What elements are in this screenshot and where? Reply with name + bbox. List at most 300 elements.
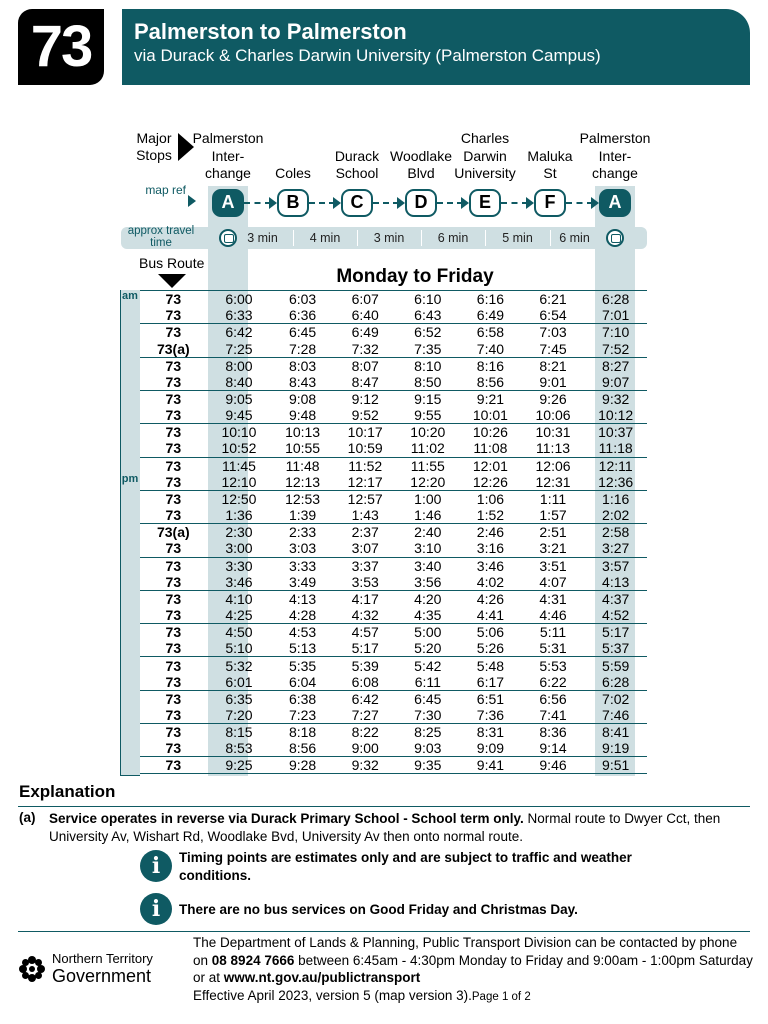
time-cell: 5:59 [584,657,647,674]
time-cell: 8:21 [522,357,585,374]
time-cell: 8:53 [225,740,253,757]
time-cell: 5:10 [225,640,253,657]
stop-name-line: Inter- [211,147,245,164]
time-cell: 10:31 [522,424,585,441]
time-cell: 10:59 [347,440,383,457]
map-ref-arrow-icon [591,197,599,209]
time-cell: 4:28 [288,607,317,624]
time-cell: 8:47 [351,373,379,390]
time-cell: 2:58 [584,524,647,541]
map-ref-label: map ref [145,183,186,197]
stop-name-line: University [454,165,516,181]
time-cell: 7:20 [225,706,253,723]
route-cell: 73 [140,457,207,474]
time-cell: 6:10 [397,291,460,308]
time-cell: 8:27 [584,357,647,374]
timetable-row [140,740,647,757]
time-cell: 7:45 [539,340,567,357]
bus-route-label: Bus Route [139,255,205,271]
time-cell: 12:57 [334,490,397,507]
time-cell: 12:26 [472,473,508,490]
time-cell: 10:10 [207,424,272,441]
time-cell: 9:05 [207,390,272,407]
time-cell: 6:28 [602,673,630,690]
time-cell: 1:43 [351,507,379,524]
am-pm-side-line [120,290,121,776]
travel-time-divider [421,230,422,246]
time-cell: 4:13 [271,590,334,607]
map-ref-link [566,202,593,204]
route-cell: 73 [165,473,182,490]
timetable-row [140,291,647,308]
time-cell: 5:20 [414,640,442,657]
time-cell: 3:49 [288,573,317,590]
time-cell: 2:37 [334,524,397,541]
time-cell: 9:41 [459,757,522,774]
time-cell: 9:15 [397,390,460,407]
time-cell: 6:28 [584,291,647,308]
time-cell: 4:02 [476,573,505,590]
time-cell: 9:52 [351,407,379,424]
note-a-key: (a) [19,810,36,825]
time-cell: 6:17 [476,673,505,690]
stop-name-line: change [205,165,251,181]
route-cell: 73 [140,757,207,774]
timetable-row [140,590,647,607]
info-timing-note: Timing points are estimates only and are subject to traffic and weather conditions. [179,850,632,883]
stop-name-line: Palmerston [192,130,264,146]
time-cell: 3:16 [476,540,505,557]
time-cell: 10:12 [598,407,634,424]
time-cell: 9:19 [602,740,630,757]
time-cell: 8:41 [584,724,647,741]
time-cell: 11:18 [598,440,633,457]
time-cell: 6:22 [539,673,567,690]
route-cell: 73 [140,690,207,707]
contact-text-2: between 6:45am - 4:30pm Monday to Friday and 9:00am - 1:00pm Saturday or at [193,952,753,985]
time-cell: 7:41 [539,706,567,723]
stop-name-line: Coles [275,165,311,181]
time-cell: 8:00 [207,357,272,374]
time-cell: 10:20 [397,424,460,441]
time-cell: 8:16 [459,357,522,374]
time-cell: 4:25 [225,607,253,624]
time-cell: 3:53 [351,573,379,590]
timetable-row [140,724,647,741]
route-cell: 73 [165,573,182,590]
time-cell: 8:50 [414,373,442,390]
time-cell: 9:32 [584,390,647,407]
map-ref-node: C [341,189,373,217]
time-cell: 1:39 [288,507,317,524]
time-cell: 11:48 [271,457,334,474]
stop-name-line: Blvd [407,165,435,181]
time-cell: 8:43 [288,373,317,390]
travel-time: 3 min [373,231,405,245]
map-ref-node: D [405,189,437,217]
timetable-row [140,640,647,657]
time-cell: 9:09 [476,740,505,757]
route-cell: 73 [140,624,207,641]
time-cell: 3:40 [397,557,460,574]
time-cell: 12:06 [522,457,585,474]
time-cell: 4:20 [397,590,460,607]
timetable-row [140,407,647,424]
time-cell: 1:16 [584,490,647,507]
time-cell: 4:50 [207,624,272,641]
note-a-bold: Service operates in reverse via Durack Primary School - School term only. [49,811,524,826]
effective-date: Effective April 2023, version 5 (map version 3). [193,987,472,1003]
header-banner [122,9,750,85]
time-cell: 9:51 [584,757,647,774]
time-cell: 8:10 [397,357,460,374]
time-cell: 2:33 [271,524,334,541]
timetable-row [140,324,647,341]
time-cell: 6:04 [288,673,317,690]
map-ref-link [373,202,399,204]
route-cell: 73 [140,291,207,308]
time-cell: 6:49 [334,324,397,341]
timetable-row [140,607,647,624]
note-a-rest: Normal route to Dwyer Cct, then University Av, Wishart Rd, Woodlake Bvd, University Av then onto normal route. [49,811,721,844]
time-cell: 3:46 [459,557,522,574]
time-cell: 4:07 [539,573,567,590]
time-cell: 8:25 [397,724,460,741]
am-pm-side-bar [120,290,140,776]
time-cell: 6:38 [271,690,334,707]
time-cell: 5:11 [522,624,585,641]
time-cell: 6:36 [288,307,317,324]
time-cell: 3:37 [334,557,397,574]
map-ref-link [437,202,463,204]
time-cell: 8:56 [476,373,505,390]
time-cell: 6:52 [397,324,460,341]
am-label: am [122,290,138,302]
time-cell: 11:02 [410,440,445,457]
route-cell: 73 [140,590,207,607]
time-cell: 5:17 [584,624,647,641]
time-cell: 8:31 [459,724,522,741]
page-title: Palmerston to Palmerston [134,19,407,44]
time-cell: 12:10 [221,473,257,490]
time-cell: 7:46 [602,706,630,723]
time-cell: 5:31 [539,640,567,657]
time-cell: 6:16 [459,291,522,308]
time-cell: 1:06 [459,490,522,507]
stop-name-line: Palmerston [579,130,651,146]
time-cell: 9:32 [334,757,397,774]
time-cell: 6:42 [334,690,397,707]
time-cell: 4:32 [351,607,379,624]
map-ref-node: B [277,189,309,217]
am-pm-side-base [120,775,140,776]
route-cell: 73 [140,557,207,574]
time-cell: 9:07 [602,373,630,390]
time-cell: 5:48 [459,657,522,674]
time-cell: 9:00 [351,740,379,757]
time-cell: 9:12 [334,390,397,407]
stop-name-line: Maluka [527,147,573,164]
time-cell: 7:25 [225,340,253,357]
time-cell: 2:02 [602,507,630,524]
route-cell: 73(a) [156,340,190,357]
route-cell: 73 [165,373,182,390]
time-cell: 12:11 [584,457,647,474]
time-cell: 5:53 [522,657,585,674]
time-cell: 10:37 [584,424,647,441]
route-cell: 73 [165,407,182,424]
time-cell: 11:13 [536,440,571,457]
timetable [140,290,647,774]
time-cell: 7:28 [288,340,317,357]
time-cell: 3:51 [522,557,585,574]
nt-government-logo-icon [18,955,46,983]
org-name-line1: Northern Territory [52,951,153,966]
time-cell: 3:00 [225,540,253,557]
time-cell: 6:45 [397,690,460,707]
note-a-text [49,810,739,846]
time-cell: 6:00 [207,291,272,308]
route-cell: 73 [165,440,182,457]
divider [18,806,750,807]
time-cell: 3:56 [414,573,442,590]
time-cell: 6:51 [459,690,522,707]
map-ref-node: E [469,189,501,217]
timetable-row [140,390,647,407]
route-cell: 73 [165,706,182,723]
time-cell: 9:48 [288,407,317,424]
time-cell: 4:10 [207,590,272,607]
major-stops-label: Major Stops [136,130,172,163]
time-cell: 3:10 [414,540,442,557]
time-cell: 1:57 [539,507,567,524]
time-cell: 8:18 [271,724,334,741]
timetable-row [140,524,647,541]
time-cell: 4:52 [602,607,630,624]
timetable-row [140,690,647,707]
time-cell: 6:35 [207,690,272,707]
time-cell: 6:03 [271,291,334,308]
timetable-row [140,457,647,474]
travel-time-divider [293,230,294,246]
time-cell: 1:11 [522,490,585,507]
time-cell: 6:07 [334,291,397,308]
time-cell: 4:17 [334,590,397,607]
time-cell: 5:13 [288,640,317,657]
time-cell: 5:39 [334,657,397,674]
stop-name-line: Inter- [598,147,632,164]
time-cell: 8:07 [334,357,397,374]
time-cell: 4:31 [522,590,585,607]
time-cell: 9:25 [207,757,272,774]
stop-name-line: Charles [460,130,510,146]
page-subtitle: via Durack & Charles Darwin University (Palmerston Campus) [134,46,601,65]
time-cell: 12:20 [410,473,446,490]
time-cell: 6:45 [271,324,334,341]
travel-time: 5 min [502,231,533,245]
time-cell: 7:52 [602,340,630,357]
time-cell: 2:46 [459,524,522,541]
time-cell: 9:03 [414,740,442,757]
time-cell: 11:52 [334,457,397,474]
timetable-row [140,357,647,374]
map-ref-node: F [534,189,566,217]
time-cell: 5:06 [459,624,522,641]
time-cell: 9:35 [397,757,460,774]
time-cell: 7:02 [584,690,647,707]
route-cell: 73 [140,324,207,341]
time-cell: 9:26 [522,390,585,407]
time-cell: 12:31 [535,473,571,490]
travel-time: 4 min [309,231,341,245]
time-cell: 9:21 [459,390,522,407]
time-cell: 3:03 [288,540,317,557]
page-number: Page 1 of 2 [471,990,531,1003]
route-cell: 73 [165,673,182,690]
map-ref-node: A [212,189,244,217]
time-cell: 11:55 [397,457,460,474]
route-cell: 73 [165,507,182,524]
time-cell: 7:10 [584,324,647,341]
time-cell: 6:11 [414,673,441,690]
info-icon: i [140,850,172,882]
time-cell: 3:33 [271,557,334,574]
days-title: Monday to Friday [336,266,494,287]
time-cell: 6:33 [225,307,253,324]
time-cell: 8:03 [271,357,334,374]
time-cell: 5:00 [397,624,460,641]
time-cell: 8:36 [522,724,585,741]
info-icon: i [140,893,172,925]
timetable-row [140,440,647,457]
website-link[interactable]: www.nt.gov.au/publictransport [223,970,421,985]
route-cell: 73 [140,357,207,374]
time-cell: 4:53 [271,624,334,641]
time-cell: 9:01 [539,373,567,390]
time-cell: 10:26 [459,424,522,441]
travel-time: 6 min [437,231,469,245]
route-cell: 73 [165,607,182,624]
map-ref-link [501,202,528,204]
approx-travel-time-label: approx travel time [127,225,195,249]
time-cell: 5:17 [351,640,379,657]
time-cell: 10:01 [472,407,508,424]
time-cell: 7:35 [414,340,442,357]
time-cell: 1:36 [225,507,253,524]
time-cell: 3:07 [351,540,379,557]
time-cell: 6:56 [522,690,585,707]
time-cell: 7:01 [602,307,630,324]
time-cell: 7:30 [414,706,442,723]
timetable-row [140,340,647,357]
time-cell: 9:14 [539,740,567,757]
route-cell: 73 [140,490,207,507]
time-cell: 6:49 [476,307,505,324]
time-cell: 12:17 [347,473,383,490]
stop-name-line: change [592,165,638,181]
travel-time: 6 min [559,231,590,245]
stop-name-line: Darwin [463,147,507,164]
time-cell: 6:21 [522,291,585,308]
time-cell: 6:54 [539,307,567,324]
time-cell: 2:40 [397,524,460,541]
time-cell: 10:13 [271,424,334,441]
time-cell: 12:01 [459,457,522,474]
time-cell: 12:50 [207,490,272,507]
time-cell: 4:46 [539,607,567,624]
timetable-row [140,307,647,324]
route-cell: 73 [165,740,182,757]
time-cell: 7:32 [351,340,379,357]
time-cell: 3:57 [584,557,647,574]
bus-route-arrow-icon [158,274,186,288]
timetable-row [140,374,647,391]
route-cell: 73 [140,724,207,741]
map-ref-arrow-icon [461,197,469,209]
time-cell: 4:37 [584,590,647,607]
stop-name-line: Durack [334,147,380,164]
time-cell: 3:46 [225,573,253,590]
travel-time: 3 min [247,231,278,245]
time-cell: 2:30 [207,524,272,541]
timetable-row [140,574,647,591]
route-cell: 73 [165,540,182,557]
timetable-row [140,540,647,557]
time-cell: 11:45 [207,457,272,474]
stop-name-line: St [543,165,557,181]
time-cell: 5:26 [476,640,505,657]
time-cell: 7:03 [522,324,585,341]
timetable-row [140,624,647,641]
time-cell: 12:53 [271,490,334,507]
time-cell: 7:23 [288,706,317,723]
time-cell: 7:40 [476,340,505,357]
contact-info [193,934,753,1006]
time-cell: 10:06 [535,407,571,424]
time-cell: 5:42 [397,657,460,674]
route-cell: 73 [165,307,182,324]
bus-icon [606,229,624,247]
contact-text-1: The Department of Lands & Planning, Public Transport Division can be contacted by phone on [193,935,738,968]
time-cell: 5:35 [271,657,334,674]
travel-time-divider [357,230,358,246]
time-cell: 6:08 [351,673,379,690]
timetable-row [140,657,647,674]
timetable-row [140,424,647,441]
time-cell: 7:36 [476,706,505,723]
pm-label: pm [121,473,139,485]
stop-name [575,130,655,183]
route-cell: 73 [140,657,207,674]
time-cell: 4:41 [476,607,505,624]
time-cell: 9:28 [271,757,334,774]
time-cell: 5:37 [602,640,630,657]
time-cell: 10:52 [221,440,257,457]
stop-name-line: Woodlake [389,147,452,164]
route-cell: 73(a) [140,524,207,541]
time-cell: 6:43 [414,307,442,324]
map-ref-arrow-icon [188,195,196,207]
phone-number: 08 8924 7666 [211,952,295,968]
timetable-row [140,757,647,774]
travel-time-divider [485,230,486,246]
time-cell: 9:46 [522,757,585,774]
time-cell: 8:15 [207,724,272,741]
time-cell: 12:13 [285,473,321,490]
map-ref-arrow-icon [526,197,534,209]
time-cell: 8:40 [225,373,253,390]
route-cell: 73 [140,424,207,441]
